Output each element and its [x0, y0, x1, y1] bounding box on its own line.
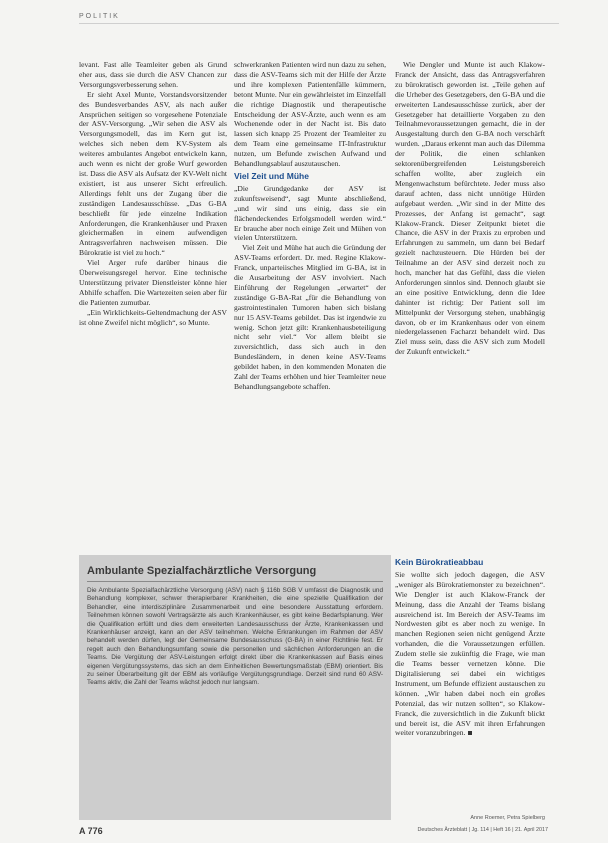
article-column-3-continued — [395, 555, 545, 800]
paragraph: Viel Zeit und Mühe hat auch die Gründung der ASV-Teams erfordert. Dr. med. Regine Klakow-Franck, unparteiisches Mitglied im G-BA, ist in die Ausarbeitung der ASV involviert. Nach Einführung der Regelungen „erwartet“ der zuständige G-BA-Rat „für die Behandlung von gastrointestinalen Tumoren haben sich bislang nur 15 ASV-Teams gebildet. Das ist irgendwie zu wenig. Schon jetzt gilt: Krankenhausbeteiligung nicht sehr viel.“ Vor allem bleibt sie zuversichtlich, dass sich auch in den Bundesländern, in denen keine ASV-Teams gebildet haben, in den kommenden Monaten die Zahl der Teams erhöhen und hier Teamleiter neue Behandlungsangebote schaffen. — [234, 243, 386, 391]
author-credit: Anne Roemer, Petra Spielberg — [470, 815, 545, 821]
article-column-2 — [234, 60, 386, 538]
article-column-1 — [79, 60, 227, 538]
info-box-text: Die Ambulante Spezialfachärztliche Versorgung (ASV) nach § 116b SGB V umfasst die Diagnostik und Behandlung komplexer, schwer therapierbarer Krankheiten, die eine spezielle Qualifikation der Behandler, eine interdisziplinäre Zusammenarbeit und eine besondere Ausstattung erfordern. Teilnehmen können sowohl Vertragsärzte als auch Krankenhäuser, es gibt keine Bedarfsplanung. Wer die Qualifikation erfüllt und dies dem erweiterten Landesausschuss der Ärzte, Krankenkassen und Krankenhäuser anzeigt, kann an der ASV teilnehmen. Welche Erkrankungen im Rahmen der ASV behandelt werden dürfen, legt der Gemeinsame Bundesausschuss (G-BA) in einer Richtlinie fest. Er regelt auch den Behandlungsumfang sowie die personellen und sächlichen Anforderungen an die Teams. Die Vergütung der ASV-Leistungen erfolgt direkt über die Krankenkassen auf Basis eines eigenen Vergütungssystems, das sich an dem Einheitlichen Bewertungsmaßstab (EBM) orientiert. Bis zu seiner Überarbeitung gilt der EBM als vorläufige Vergütungsgrundlage. Derzeit sind rund 60 ASV-Teams aktiv, die Zahl der Teams wächst jedoch nur langsam. — [87, 587, 383, 687]
info-box — [79, 555, 391, 820]
paragraph — [395, 570, 545, 738]
paragraph: Er sieht Axel Munte, Vorstandsvorsitzender des Bundesverbandes ASV, als nach außer Ansprüchen seitigen so vorgesehene Potenziale der ASV-Versorgung. „Wir sehen die ASV als Versorgungsmodell, das im Kern gut ist, welches sich neben dem KV-System als weiteres ambulantes Angebot entwickeln kann, auch wenn es nicht der große Wurf geworden ist. Dass die ASV als Aufsatz der KV-Welt nicht existiert, ist aus unserer Sicht erfreulich. Allerdings fehlt uns der Zugang über die zuständigen Landesausschüsse. „Das G-BA beschließt für jede einzelne Indikation Anforderungen, die Krankenhäuser und Praxen gleichermaßen in einem aufwendigen Antragsverfahren nachweisen müssen. Die Bürokratie ist viel zu hoch.“ — [79, 89, 227, 258]
paragraph: Viel Arger rufe darüber hinaus die Überweisungsregel hervor. Eine technische Unterstützung privater Dienstleister könne hier Abhilfe schaffen. Die Wartezeiten seien aber für die Patienten zumutbar. — [79, 258, 227, 307]
paragraph-text: Sie wollte sich jedoch dagegen, die ASV „weniger als Bürokratiemonster zu bezeichnen“. Wie Dengler ist auch Klakow-Franck der Meinung, dass die Anzahl der Teams bislang ausreichend ist. Im Bereich der ASV-Teams im Nordwesten gibt es aber noch zu wenige. In manchen Regionen seien nicht genügend Ärzte vorhanden, die die Voraussetzungen erfüllen. Zudem stelle sie zukünftig die Frage, wie man die Teams besser vernetzen könne. Die Digitalisierung sei dabei ein wichtiges Instrument, um Befunde effizient austauschen zu können. „Wir haben dabei noch ein großes Potenzial, das wir nutzen sollten“, so Klakow-Franck, die zuversichtlich in die Zukunft blickt und bereit ist, die ASV mit ihren Erfahrungen weiter voranzubringen. — [395, 569, 545, 738]
article-column-3 — [395, 60, 545, 545]
subheading: Kein Bürokratieabbau — [395, 557, 484, 567]
end-mark-icon — [468, 731, 472, 735]
journal-citation: Deutsches Ärzteblatt | Jg. 114 | Heft 16 | 21. April 2017 — [417, 827, 548, 833]
page-number: A 776 — [79, 826, 103, 836]
info-box-rule — [87, 581, 383, 582]
subheading: Viel Zeit und Mühe — [234, 170, 309, 181]
paragraph: Wie Dengler und Munte ist auch Klakow-Franck der Ansicht, dass das Antragsverfahren zu bürokratisch geworden ist. „Teile gehen auf die Urheber des Gesetzgebers, den G-BA und die erweiterten Landesausschüsse zurück, aber der Gesetzgeber hat detaillierte Vorgaben zu den Teilnahmevoraussetzungen gemacht, die in der Ausgestaltung durch den G-BA noch verschärft wurden. „Daraus erkennt man auch das Dilemma der Politik, die einen schlanken sektorenübergreifenden Leistungsbereich schaffen wollte, aber zugleich ein Mengenwachstum befürchtete. Jeder muss also darauf achten, dass nicht unnötige Hürden aufgebaut werden. „Wir sind in der Mitte des Prozesses, der Anfang ist gemacht“, sagt Klakow-Franck. Dieser Zeitpunkt bietet die Chance, die ASV in der Praxis zu erproben und Erfahrungen zu sammeln, um dann bei Bedarf gezielt nachzusteuern. Die Hürden bei der Teilnahme an der ASV sind derzeit noch zu hoch, mancher hat das Gefühl, dass die vielen Anforderungen sinnlos sind. Dennoch glaubt sie an eine positive Entwicklung, denn die Idee dahinter ist richtig: Der Patient soll im Mittelpunkt der Versorgung stehen, unabhängig davon, ob er im Krankenhaus oder von einem niedergelassenen Facharzt behandelt wird. Das Ziel muss sein, dass die ASV sich zum Modell der Zukunft entwickelt.“ — [395, 60, 545, 357]
paragraph: levant. Fast alle Teamleiter geben als Grund eher aus, dass sie durch die ASV Chancen zur Versorgungsverbesserung sehen. — [79, 60, 227, 89]
info-box-title: Ambulante Spezialfachärztliche Versorgung — [87, 565, 317, 577]
paragraph: „Die Grundgedanke der ASV ist zukunftsweisend“, sagt Munte abschließend, „und wir sind uns einig, dass sie ein flächendeckendes Erfolgsmodell werden wird.“ Er brauche aber noch einige Zeit und Mühen von vielen Unterstützern. — [234, 183, 386, 243]
header-rule — [79, 23, 559, 24]
section-label: POLITIK — [79, 13, 120, 20]
paragraph: „Ein Wirklichkeits-Geltendmachung der ASV ist ohne Zweifel nicht möglich“, so Munte. — [79, 307, 227, 327]
paragraph: schwerkranken Patienten wird nun dazu zu sehen, dass die ASV-Teams sich mit der Hilfe der Ärzte und ihre komplexen Patientenfälle kümmern, betont Munte. Nur ein gewährleistet im Einzelfall die richtige Diagnostik und therapeutische Entscheidung der ASV-Ärzte, auch wenn es am Wochenende oder in der Nacht ist. Bis dato lassen sich knapp 25 Prozent der Teamleiter zu dem Team eine gemeinsame IT-Infrastruktur nutzen, um Befunde zwischen Aufwand und Behandlungsablauf auszutauschen. — [234, 60, 386, 169]
